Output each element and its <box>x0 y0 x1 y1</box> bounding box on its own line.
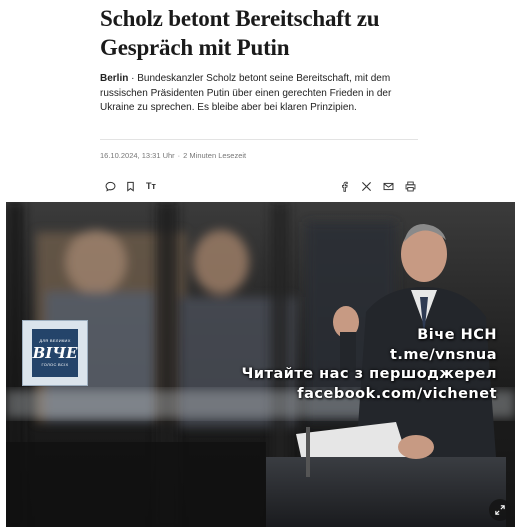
watermark-line-1: Віче НСН <box>417 327 497 343</box>
meta-separator-dot: · <box>177 151 181 160</box>
logo-bottom-text: ГОЛОС ВСІХ <box>41 362 69 367</box>
expand-image-button[interactable] <box>489 499 511 521</box>
watermark-line-3: Читайте нас з першоджерел <box>241 366 497 382</box>
watermark-line-2: t.me/vnsnua <box>389 346 497 363</box>
bookmark-icon[interactable] <box>123 179 137 193</box>
font-size-icon[interactable]: Tт <box>146 181 156 191</box>
image-watermark <box>242 326 497 404</box>
vche-logo-inner <box>32 329 78 377</box>
article-meta <box>100 151 246 160</box>
publish-date: 16.10.2024 <box>100 151 138 160</box>
read-time: 2 Minuten Lesezeit <box>183 151 247 160</box>
x-icon[interactable] <box>359 179 373 193</box>
article-title: Scholz betont Bereitschaft zu Gespräch mit Putin <box>100 6 380 60</box>
lead-location: Berlin <box>100 73 129 84</box>
vche-logo <box>22 320 88 386</box>
logo-main-text: ВІЧЕ <box>32 344 78 362</box>
logo-top-text: ДЛЯ ВЕЛИКИХ <box>39 338 71 343</box>
expand-icon <box>495 505 505 515</box>
facebook-icon[interactable] <box>337 179 351 193</box>
lead-separator: · <box>128 73 138 84</box>
meta-separator-comma: , <box>137 151 140 160</box>
article-hero-image <box>6 202 515 527</box>
print-icon[interactable] <box>403 179 417 193</box>
lead-text: Bundeskanzler Scholz betont seine Bereitschaft, mit dem russischen Präsidenten Putin über einen gerechten Frieden in der Ukraine zu sprechen. Es bleibe aber bei klaren Prinzipien. <box>100 73 392 114</box>
comment-icon[interactable] <box>103 179 117 193</box>
divider <box>100 139 418 140</box>
article-lead <box>100 72 422 116</box>
mail-icon[interactable] <box>381 179 395 193</box>
watermark-line-4: facebook.com/vichenet <box>297 385 497 402</box>
publish-time: 13:31 Uhr <box>141 151 175 160</box>
